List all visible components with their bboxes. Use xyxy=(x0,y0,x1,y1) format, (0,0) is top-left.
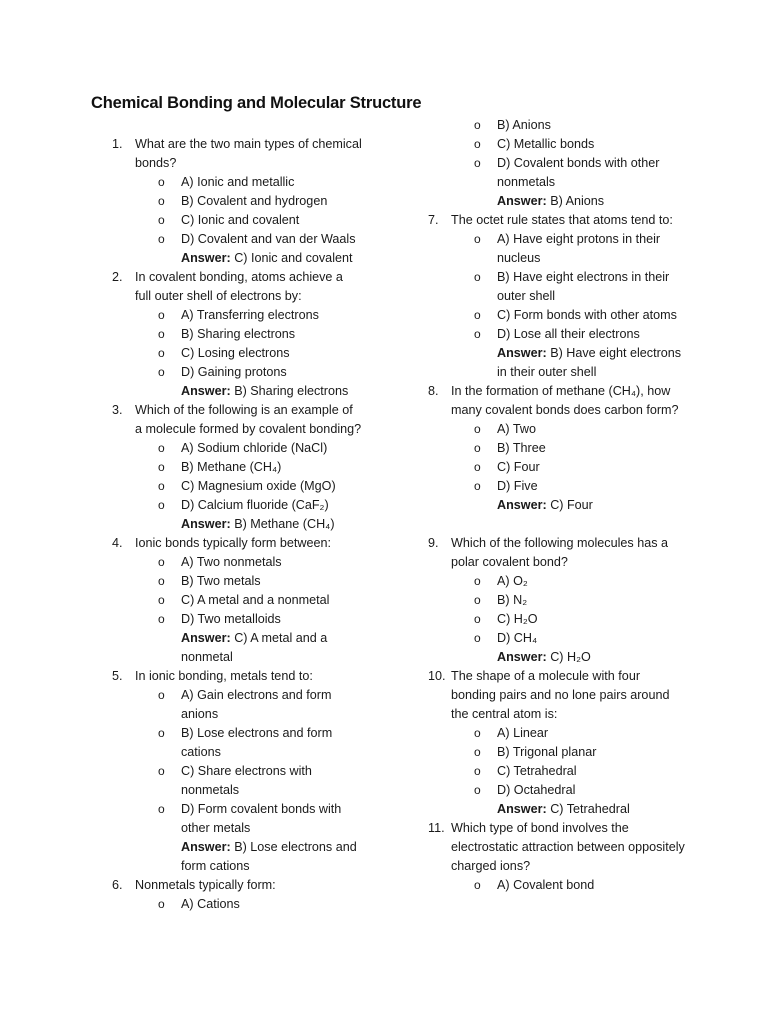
question-5 xyxy=(112,667,362,686)
bullet-icon: o xyxy=(158,612,165,626)
option-a: o A) Cations xyxy=(181,895,362,914)
option-b: o B) N₂ xyxy=(497,591,688,610)
question-8 xyxy=(428,382,688,420)
bullet-icon: o xyxy=(158,897,165,911)
question-text: Which type of bond involves the electrostatic attraction between oppositely charged ions? xyxy=(451,821,685,873)
option-c: o C) Ionic and covalent xyxy=(181,211,362,230)
bullet-icon: o xyxy=(474,308,481,322)
bullet-icon: o xyxy=(474,460,481,474)
bullet-icon: o xyxy=(474,118,481,132)
answer-label: Answer: xyxy=(181,251,231,265)
option-d: o D) CH₄ xyxy=(497,629,688,648)
option-c: o C) H₂O xyxy=(497,610,688,629)
option-d: o D) Two metalloids xyxy=(181,610,362,629)
question-3 xyxy=(112,401,362,439)
bullet-icon: o xyxy=(474,878,481,892)
option-d: o D) Form covalent bonds with other metals xyxy=(158,802,342,835)
question-text: Nonmetals typically form: xyxy=(135,878,276,892)
option-a: o A) Gain electrons and form anions xyxy=(158,688,332,721)
bullet-icon: o xyxy=(474,479,481,493)
bullet-icon: o xyxy=(158,175,165,189)
answer: Answer: C) A metal and a nonmetal xyxy=(181,631,328,664)
bullet-icon: o xyxy=(474,422,481,436)
option-a: o A) Ionic and metallic xyxy=(181,173,362,192)
question-number: 10. xyxy=(428,669,446,683)
option-c: o C) Form bonds with other atoms xyxy=(497,306,688,325)
option-b: o B) Covalent and hydrogen xyxy=(181,192,362,211)
question-9 xyxy=(428,534,688,572)
bullet-icon: o xyxy=(474,726,481,740)
option-a: o A) Two nonmetals xyxy=(181,553,362,572)
answer: Answer: C) Tetrahedral xyxy=(497,802,630,816)
option-a: o A) Transferring electrons xyxy=(181,306,362,325)
bullet-icon: o xyxy=(474,612,481,626)
question-text: Which of the following molecules has a polar covalent bond? xyxy=(451,536,669,569)
right-column xyxy=(428,116,688,895)
option-c: o C) Metallic bonds xyxy=(497,135,688,154)
question-text: The octet rule states that atoms tend to: xyxy=(451,213,673,227)
question-number: 11. xyxy=(428,821,445,835)
bullet-icon: o xyxy=(474,327,481,341)
answer-label: Answer: xyxy=(497,194,547,208)
bullet-icon: o xyxy=(158,327,165,341)
bullet-icon: o xyxy=(158,479,165,493)
question-1 xyxy=(112,135,362,173)
option-d: o D) Gaining protons xyxy=(181,363,362,382)
question-number: 8. xyxy=(428,384,439,398)
question-number: 7. xyxy=(428,213,439,227)
bullet-icon: o xyxy=(158,555,165,569)
option-c: o C) Share electrons with nonmetals xyxy=(158,764,312,797)
bullet-icon: o xyxy=(158,688,165,702)
answer-label: Answer: xyxy=(497,802,547,816)
answer-label: Answer: xyxy=(181,840,231,854)
question-number: 6. xyxy=(112,878,123,892)
question-text: Which of the following is an example of a molecule formed by covalent bonding? xyxy=(135,403,362,436)
question-10 xyxy=(428,667,688,724)
question-text: What are the two main types of chemical bonds? xyxy=(135,137,362,170)
question-text: The shape of a molecule with four bonding pairs and no lone pairs around the central atom is: xyxy=(451,669,670,721)
option-a: o A) Sodium chloride (NaCl) xyxy=(181,439,362,458)
bullet-icon: o xyxy=(158,441,165,455)
question-text: In ionic bonding, metals tend to: xyxy=(135,669,313,683)
bullet-icon: o xyxy=(158,802,165,816)
left-column xyxy=(112,135,362,914)
question-text: Ionic bonds typically form between: xyxy=(135,536,332,550)
question-2 xyxy=(112,268,362,306)
question-text: In the formation of methane (CH₄), how many covalent bonds does carbon form? xyxy=(451,384,679,417)
bullet-icon: o xyxy=(474,441,481,455)
answer: Answer: C) Ionic and covalent xyxy=(181,251,353,265)
option-b: o B) Three xyxy=(497,439,688,458)
option-b: o B) Methane (CH₄) xyxy=(181,458,362,477)
option-c: o C) Magnesium oxide (MgO) xyxy=(181,477,362,496)
option-d: o D) Lose all their electrons xyxy=(497,325,688,344)
option-d: o D) Five xyxy=(497,477,688,496)
option-c: o C) Losing electrons xyxy=(181,344,362,363)
bullet-icon: o xyxy=(158,593,165,607)
page-title: Chemical Bonding and Molecular Structure xyxy=(91,94,422,112)
option-a: o A) Two xyxy=(497,420,688,439)
question-text: In covalent bonding, atoms achieve a full outer shell of electrons by: xyxy=(135,270,343,303)
bullet-icon: o xyxy=(158,194,165,208)
option-b: o B) Lose electrons and form cations xyxy=(158,726,333,759)
answer-label: Answer: xyxy=(181,384,231,398)
bullet-icon: o xyxy=(158,574,165,588)
answer: Answer: B) Lose electrons and form cations xyxy=(181,840,357,873)
question-number: 4. xyxy=(112,536,123,550)
bullet-icon: o xyxy=(474,137,481,151)
option-a: o A) Covalent bond xyxy=(497,876,688,895)
answer: Answer: C) Four xyxy=(497,498,593,512)
option-b: o B) Trigonal planar xyxy=(497,743,688,762)
option-d: o D) Octahedral xyxy=(497,781,688,800)
bullet-icon: o xyxy=(158,232,165,246)
option-d: o D) Covalent bonds with other nonmetals xyxy=(474,156,660,189)
answer-label: Answer: xyxy=(497,498,547,512)
bullet-icon: o xyxy=(158,460,165,474)
bullet-icon: o xyxy=(474,593,481,607)
bullet-icon: o xyxy=(474,631,481,645)
bullet-icon: o xyxy=(158,764,165,778)
bullet-icon: o xyxy=(158,346,165,360)
answer: Answer: B) Methane (CH₄) xyxy=(181,517,335,531)
question-number: 9. xyxy=(428,536,439,550)
bullet-icon: o xyxy=(474,270,481,284)
bullet-icon: o xyxy=(474,764,481,778)
question-number: 3. xyxy=(112,403,123,417)
answer: Answer: C) H₂O xyxy=(497,650,591,664)
option-c: o C) A metal and a nonmetal xyxy=(181,591,362,610)
bullet-icon: o xyxy=(474,745,481,759)
option-a: o A) O₂ xyxy=(497,572,688,591)
bullet-icon: o xyxy=(474,574,481,588)
answer-label: Answer: xyxy=(181,631,231,645)
bullet-icon: o xyxy=(158,308,165,322)
option-c: o C) Four xyxy=(497,458,688,477)
question-number: 1. xyxy=(112,137,123,151)
answer-label: Answer: xyxy=(497,346,547,360)
bullet-icon: o xyxy=(474,783,481,797)
option-c: o C) Tetrahedral xyxy=(497,762,688,781)
bullet-icon: o xyxy=(158,498,165,512)
question-7 xyxy=(428,211,688,230)
spacer xyxy=(428,515,688,534)
question-4 xyxy=(112,534,362,553)
bullet-icon: o xyxy=(474,156,481,170)
answer-label: Answer: xyxy=(497,650,547,664)
option-d: o D) Calcium fluoride (CaF₂) xyxy=(181,496,362,515)
bullet-icon: o xyxy=(474,232,481,246)
option-b: o B) Anions xyxy=(497,116,688,135)
option-a: o A) Have eight protons in their nucleus xyxy=(474,232,661,265)
option-b: o B) Two metals xyxy=(181,572,362,591)
option-a: o A) Linear xyxy=(497,724,688,743)
question-6 xyxy=(112,876,362,895)
bullet-icon: o xyxy=(158,213,165,227)
answer: Answer: B) Anions xyxy=(497,194,605,208)
option-b: o B) Have eight electrons in their outer shell xyxy=(474,270,670,303)
question-number: 5. xyxy=(112,669,123,683)
question-number: 2. xyxy=(112,270,123,284)
option-d: o D) Covalent and van der Waals xyxy=(181,230,362,249)
answer: Answer: B) Have eight electrons in their outer shell xyxy=(497,346,682,379)
question-11 xyxy=(428,819,688,876)
option-b: o B) Sharing electrons xyxy=(181,325,362,344)
bullet-icon: o xyxy=(158,365,165,379)
answer-label: Answer: xyxy=(181,517,231,531)
answer: Answer: B) Sharing electrons xyxy=(181,384,349,398)
bullet-icon: o xyxy=(158,726,165,740)
